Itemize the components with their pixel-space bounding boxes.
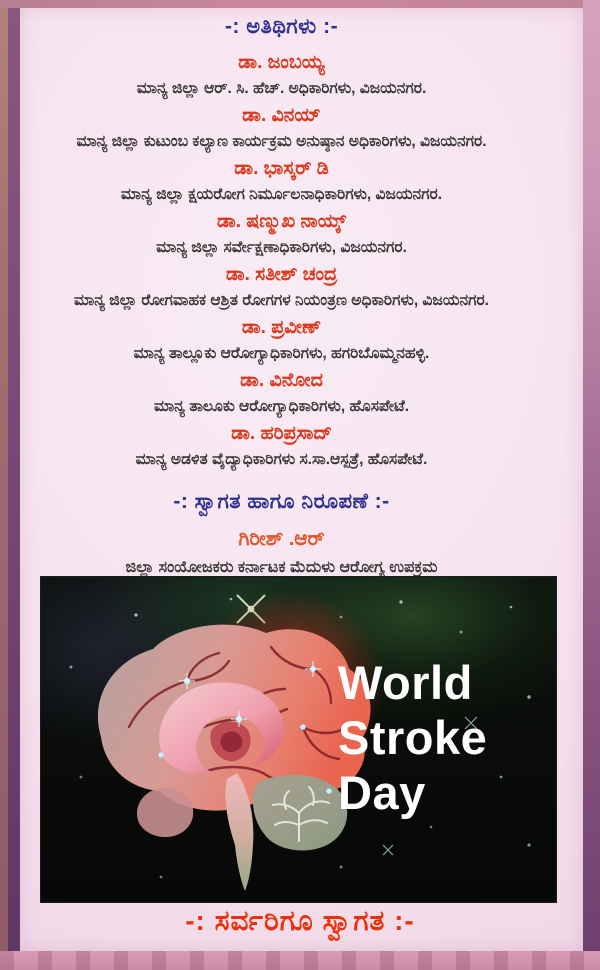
brain-inner-core-dark [221,732,243,753]
guest-title: ಮಾನ್ಯ ತಾಲೂಕು ಆರೋಗ್ಯಾಧಿಕಾರಿಗಳು, ಹೊಸಪೇಟೆ. [153,398,410,415]
welcome-all-footer: -: ಸರ್ವರಿಗೂ ಸ್ವಾಗತ :- [185,905,415,936]
guest-name: ಡಾ. ಪ್ರವೀಣ್ [241,317,322,338]
guest-entry [6,50,557,102]
guest-name: ಡಾ. ಜಂಬಯ್ಯ [238,52,325,73]
guest-entry [6,262,557,314]
guest-name: ಡಾ. ಭಾಸ್ಕರ್ ಡಿ [234,158,329,179]
world-stroke-day-title [338,655,487,820]
guest-name: ಡಾ. ವಿನೋದ [240,370,323,391]
guest-name: ಡಾ. ವಿನಯ್ [242,105,321,126]
guest-list-section [6,14,557,582]
banner-line-2: Stroke [338,711,488,764]
guest-entry [6,209,557,261]
guest-title: ಮಾನ್ಯ ತಾಲ್ಲೂಕು ಆರೋಗ್ಯಾಧಿಕಾರಿಗಳು, ಹಗರಿಬೊಮ್ಮನಹಳ್ಳಿ. [133,345,430,362]
banner-line-3: Day [338,766,426,819]
guest-entry [6,103,557,155]
scan-edge-bottom [0,951,600,970]
guest-title: ಮಾನ್ಯ ಜಿಲ್ಲಾ ಕುಟುಂಬ ಕಲ್ಯಾಣ ಕಾರ್ಯಕ್ರಮ ಅನುಷ್ಠಾನ ಅಧಿಕಾರಿಗಳು, ವಿಜಯನಗರ. [76,133,487,150]
welcome-anchoring-header: -: ಸ್ವಾಗತ ಹಾಗೂ ನಿರೂಪಣೆ :- [173,490,390,513]
guest-title: ಮಾನ್ಯ ಜಿಲ್ಲಾ ಆರ್. ಸಿ. ಹೆಚ್. ಅಧಿಕಾರಿಗಳು, ವಿಜಯನಗರ. [136,80,427,97]
guest-entry [6,368,557,420]
anchor-name: ಗಿರೀಶ್ .ಆರ್ [238,528,325,550]
guest-entry [6,421,557,473]
world-stroke-day-banner [40,576,557,903]
guest-title: ಮಾನ್ಯ ಅಡಳಿತ ವೈದ್ಯಾಧಿಕಾರಿಗಳು ಸ.ಸಾ.ಆಸ್ಪತ್ರೆ, ಹೊಸಪೇಟೆ. [135,451,428,468]
guest-entry [6,315,557,367]
anchor-title: ಜಿಲ್ಲಾ ಸಂಯೋಜಕರು ಕರ್ನಾಟಕ ಮೆದುಳು ಆರೋಗ್ಯ ಉಪಕ್ರಮ [125,559,438,576]
guests-section-header: -: ಅತಿಥಿಗಳು :- [224,15,339,38]
guest-title: ಮಾನ್ಯ ಜಿಲ್ಲಾ ಕ್ಷಯರೋಗ ನಿರ್ಮೂಲನಾಧಿಕಾರಿಗಳು, ವಿಜಯನಗರ. [120,186,443,203]
guest-entry [6,156,557,208]
banner-line-1: World [338,656,473,709]
scan-edge-right [583,0,600,970]
guest-title: ಮಾನ್ಯ ಜಿಲ್ಲಾ ರೋಗವಾಹಕ ಆಶ್ರಿತ ರೋಗಗಳ ನಿಯಂತ್ರಣ ಅಧಿಕಾರಿಗಳು, ವಿಜಯನಗರ. [74,292,489,309]
scan-edge-top [0,0,600,8]
guest-name: ಡಾ. ಹರಿಪ್ರಸಾದ್ [231,423,332,444]
temporal-lobe [137,788,193,837]
guest-title: ಮಾನ್ಯ ಜಿಲ್ಲಾ ಸರ್ವೇಕ್ಷಣಾಧಿಕಾರಿಗಳು, ವಿಜಯನಗರ. [156,239,407,256]
guest-name: ಡಾ. ಸತೀಶ್ ಚಂದ್ರ [225,264,338,285]
guest-name: ಡಾ. ಷಣ್ಮುಖ ನಾಯ್ಕ್ [216,211,347,232]
